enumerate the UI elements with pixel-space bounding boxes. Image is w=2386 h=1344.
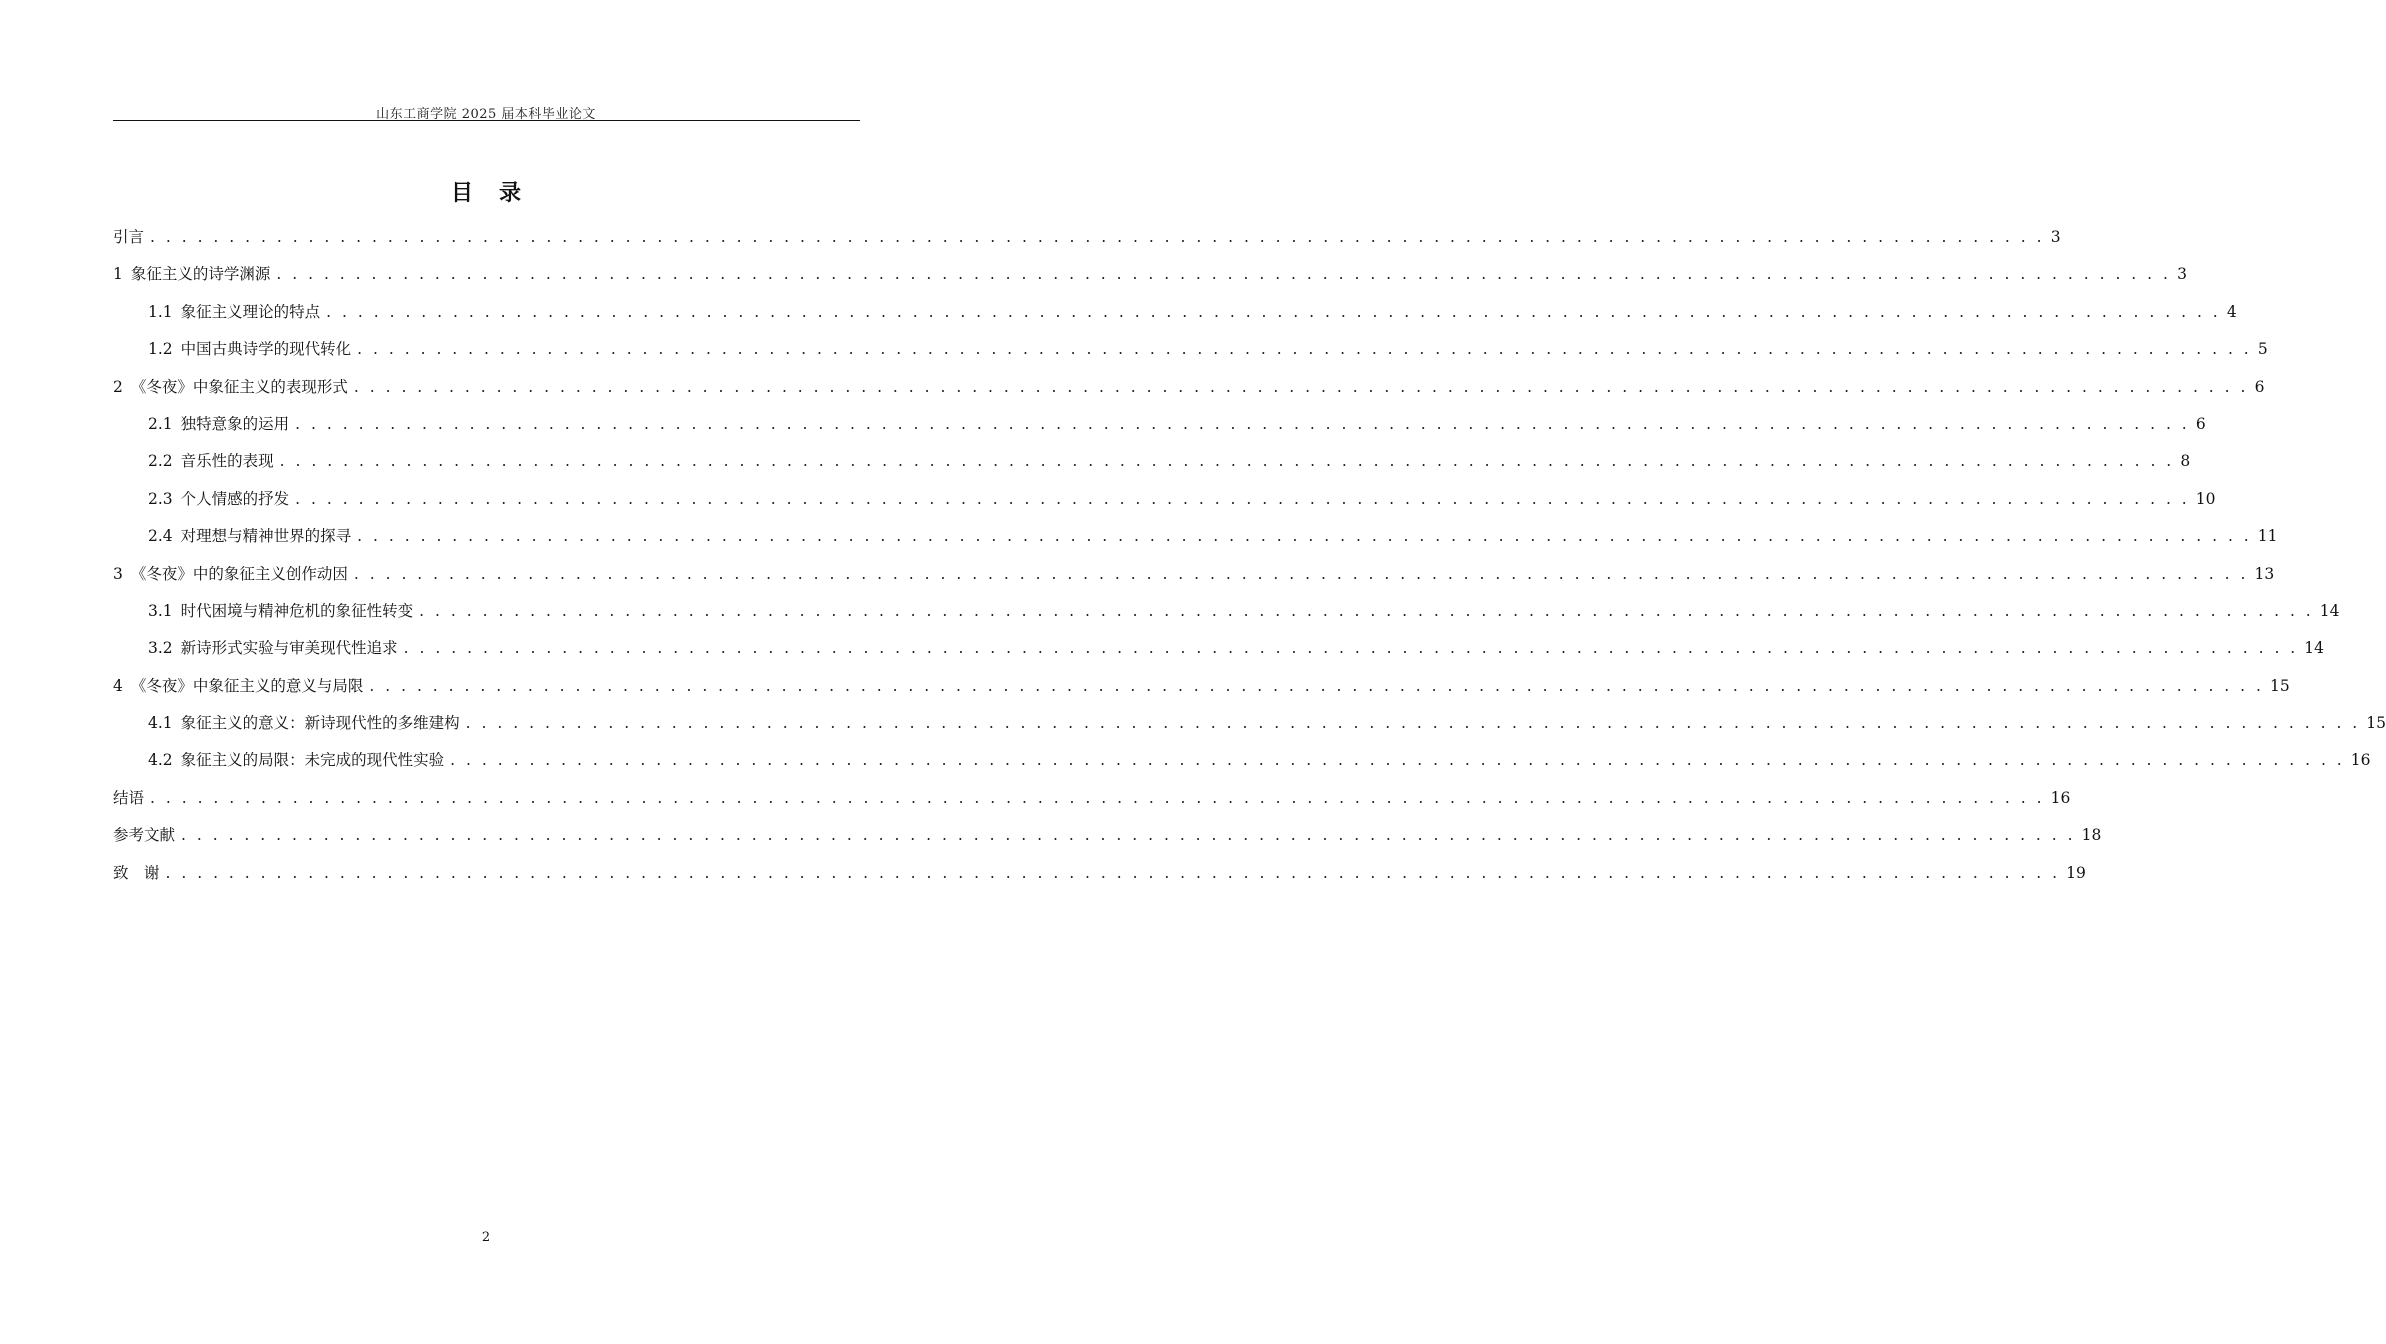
toc-dot-leader: . . . . . . . . . . . . . . . . . . . . . . . . . . . . . . . . . . . . . . . . . . . . . . . . . . . . . . . . . . . . . . . . . . . . . . . . . . . . . . . . . . . . . . . . . . . . . . . . . . . . . . . . . . . . . . . . . . . . . . . . bbox=[279, 452, 2175, 471]
running-header: 山东工商学院 2025 届本科毕业论文 bbox=[376, 107, 596, 122]
toc-entry[interactable] bbox=[113, 860, 2086, 897]
toc-entry-number: 2.4 bbox=[148, 527, 173, 546]
toc-entry-label bbox=[113, 224, 144, 250]
toc-entry[interactable] bbox=[113, 336, 2268, 373]
toc-entry-label bbox=[113, 374, 348, 400]
toc-entry-number: 2.3 bbox=[148, 489, 173, 508]
header-rule bbox=[113, 120, 860, 121]
toc-dot-leader: . . . . . . . . . . . . . . . . . . . . . . . . . . . . . . . . . . . . . . . . . . . . . . . . . . . . . . . . . . . . . . . . . . . . . . . . . . . . . . . . . . . . . . . . . . . . . . . . . . . . . . . . . . . . . . . . . . . . . . . . bbox=[353, 564, 2249, 583]
toc-entry-text: 时代困境与精神危机的象征性转变 bbox=[180, 601, 414, 620]
toc-entry[interactable] bbox=[113, 224, 2061, 261]
toc-entry[interactable] bbox=[113, 561, 2275, 598]
toc-dot-leader: . . . . . . . . . . . . . . . . . . . . . . . . . . . . . . . . . . . . . . . . . . . . . . . . . . . . . . . . . . . . . . . . . . . . . . . . . . . . . . . . . . . . . . . . . . . . . . . . . . . . . . . . . . . . . . . . . . . . . . . . bbox=[357, 527, 2252, 546]
toc-dot-leader: . . . . . . . . . . . . . . . . . . . . . . . . . . . . . . . . . . . . . . . . . . . . . . . . . . . . . . . . . . . . . . . . . . . . . . . . . . . . . . . . . . . . . . . . . . . . . . . . . . . . . . . . . . . . . . . . . . . . . . . . bbox=[403, 639, 2299, 658]
toc-entry-number: 3 bbox=[113, 564, 123, 583]
toc-entry-label bbox=[148, 635, 398, 661]
toc-entry-page: 6 bbox=[2195, 414, 2206, 433]
toc-entry-label bbox=[148, 747, 444, 773]
toc-entry-number: 4.2 bbox=[148, 751, 173, 770]
toc-entry-number: 2 bbox=[113, 377, 123, 396]
toc-entry-number: 2.2 bbox=[148, 452, 173, 471]
toc-entry-number: 1 bbox=[113, 265, 123, 284]
toc-entry[interactable] bbox=[113, 747, 2371, 784]
toc-entry-number: 3.2 bbox=[148, 639, 173, 658]
toc-dot-leader: . . . . . . . . . . . . . . . . . . . . . . . . . . . . . . . . . . . . . . . . . . . . . . . . . . . . . . . . . . . . . . . . . . . . . . . . . . . . . . . . . . . . . . . . . . . . . . . . . . . . . . . . . . . . . . . . . . . . . . . . bbox=[369, 676, 2264, 695]
toc-dot-leader: . . . . . . . . . . . . . . . . . . . . . . . . . . . . . . . . . . . . . . . . . . . . . . . . . . . . . . . . . . . . . . . . . . . . . . . . . . . . . . . . . . . . . . . . . . . . . . . . . . . . . . . . . . . . . . . . . . . . . . . . bbox=[276, 265, 2171, 284]
toc-entry[interactable] bbox=[113, 261, 2187, 298]
toc-entry[interactable] bbox=[113, 785, 2071, 822]
toc-entry-label bbox=[148, 598, 413, 624]
toc-entry-text: 《冬夜》中象征主义的意义与局限 bbox=[130, 676, 364, 695]
toc-entry-page: 13 bbox=[2254, 564, 2275, 583]
toc-entry-text: 象征主义理论的特点 bbox=[180, 302, 321, 321]
toc-entry-page: 5 bbox=[2257, 340, 2268, 359]
toc-entry-text: 音乐性的表现 bbox=[180, 452, 274, 471]
toc-entry-label bbox=[148, 411, 289, 437]
page-number: 2 bbox=[481, 1230, 491, 1245]
toc-entry-label bbox=[113, 822, 175, 848]
toc-entry-label bbox=[148, 299, 320, 325]
toc-entry[interactable] bbox=[113, 598, 2340, 635]
toc-dot-leader: . . . . . . . . . . . . . . . . . . . . . . . . . . . . . . . . . . . . . . . . . . . . . . . . . . . . . . . . . . . . . . . . . . . . . . . . . . . . . . . . . . . . . . . . . . . . . . . . . . . . . . . . . . . . . . . . . . . . . . . . bbox=[165, 863, 2061, 882]
toc-entry-page: 11 bbox=[2257, 527, 2278, 546]
toc-entry-number: 1.2 bbox=[148, 340, 173, 359]
toc-entry-label bbox=[148, 486, 289, 512]
toc-entry-page: 14 bbox=[2319, 601, 2340, 620]
toc-entry-label bbox=[113, 673, 363, 699]
toc-entry[interactable] bbox=[113, 710, 2386, 747]
toc-entry-page: 14 bbox=[2304, 639, 2324, 658]
toc-entry-page: 6 bbox=[2254, 377, 2265, 396]
toc-title bbox=[0, 176, 972, 207]
toc-entry[interactable] bbox=[113, 411, 2206, 448]
toc-entry-label bbox=[148, 710, 460, 736]
toc-entry[interactable] bbox=[113, 448, 2191, 485]
toc-entry-page: 16 bbox=[2050, 788, 2071, 807]
toc-entry-label bbox=[113, 561, 348, 587]
toc-dot-leader: . . . . . . . . . . . . . . . . . . . . . . . . . . . . . . . . . . . . . . . . . . . . . . . . . . . . . . . . . . . . . . . . . . . . . . . . . . . . . . . . . . . . . . . . . . . . . . . . . . . . . . . . . . . . . . . . . . . . . . . . bbox=[150, 228, 2045, 246]
toc-list bbox=[113, 224, 2386, 897]
toc-entry-number: 3.1 bbox=[148, 601, 173, 620]
toc-title-char: 录 bbox=[499, 180, 522, 206]
toc-entry-number: 1.1 bbox=[148, 302, 173, 321]
toc-entry[interactable] bbox=[113, 523, 2278, 560]
toc-dot-leader: . . . . . . . . . . . . . . . . . . . . . . . . . . . . . . . . . . . . . . . . . . . . . . . . . . . . . . . . . . . . . . . . . . . . . . . . . . . . . . . . . . . . . . . . . . . . . . . . . . . . . . . . . . . . . . . . . . . . . . . . bbox=[295, 414, 2190, 433]
toc-entry-page: 3 bbox=[2177, 265, 2187, 284]
toc-dot-leader: . . . . . . . . . . . . . . . . . . . . . . . . . . . . . . . . . . . . . . . . . . . . . . . . . . . . . . . . . . . . . . . . . . . . . . . . . . . . . . . . . . . . . . . . . . . . . . . . . . . . . . . . . . . . . . . . . . . . . . . . bbox=[450, 751, 2345, 770]
toc-dot-leader: . . . . . . . . . . . . . . . . . . . . . . . . . . . . . . . . . . . . . . . . . . . . . . . . . . . . . . . . . . . . . . . . . . . . . . . . . . . . . . . . . . . . . . . . . . . . . . . . . . . . . . . . . . . . . . . . . . . . . . . . bbox=[419, 601, 2314, 620]
toc-entry[interactable] bbox=[113, 299, 2237, 336]
toc-entry-text: 结语 bbox=[113, 788, 145, 807]
toc-entry-label bbox=[148, 523, 351, 549]
toc-entry-label bbox=[113, 860, 160, 886]
toc-entry-page: 3 bbox=[2050, 228, 2061, 246]
toc-entry-page: 16 bbox=[2350, 751, 2371, 770]
toc-entry-text: 中国古典诗学的现代转化 bbox=[180, 340, 352, 359]
toc-dot-leader: . . . . . . . . . . . . . . . . . . . . . . . . . . . . . . . . . . . . . . . . . . . . . . . . . . . . . . . . . . . . . . . . . . . . . . . . . . . . . . . . . . . . . . . . . . . . . . . . . . . . . . . . . . . . . . . . . . . . . . . . bbox=[326, 302, 2221, 321]
toc-entry-text: 独特意象的运用 bbox=[180, 414, 290, 433]
toc-entry-text: 对理想与精神世界的探寻 bbox=[180, 527, 352, 546]
toc-entry-page: 4 bbox=[2226, 302, 2237, 321]
toc-entry-text: 个人情感的抒发 bbox=[180, 489, 290, 508]
toc-entry-text: 象征主义的局限：未完成的现代性实验 bbox=[180, 751, 445, 770]
toc-entry[interactable] bbox=[113, 635, 2324, 672]
toc-entry-label bbox=[148, 336, 351, 362]
toc-dot-leader: . . . . . . . . . . . . . . . . . . . . . . . . . . . . . . . . . . . . . . . . . . . . . . . . . . . . . . . . . . . . . . . . . . . . . . . . . . . . . . . . . . . . . . . . . . . . . . . . . . . . . . . . . . . . . . . . . . . . . . . . bbox=[295, 489, 2190, 508]
toc-dot-leader: . . . . . . . . . . . . . . . . . . . . . . . . . . . . . . . . . . . . . . . . . . . . . . . . . . . . . . . . . . . . . . . . . . . . . . . . . . . . . . . . . . . . . . . . . . . . . . . . . . . . . . . . . . . . . . . . . . . . . . . . bbox=[181, 826, 2076, 845]
toc-dot-leader: . . . . . . . . . . . . . . . . . . . . . . . . . . . . . . . . . . . . . . . . . . . . . . . . . . . . . . . . . . . . . . . . . . . . . . . . . . . . . . . . . . . . . . . . . . . . . . . . . . . . . . . . . . . . . . . . . . . . . . . . bbox=[357, 340, 2252, 359]
toc-entry-text: 致 谢 bbox=[113, 863, 160, 882]
toc-entry[interactable] bbox=[113, 486, 2216, 523]
toc-entry[interactable] bbox=[113, 673, 2290, 710]
toc-entry-page: 8 bbox=[2180, 452, 2191, 471]
toc-entry-label bbox=[113, 261, 270, 287]
toc-entry-number: 4.1 bbox=[148, 714, 173, 733]
toc-entry-text: 象征主义的意义：新诗现代性的多维建构 bbox=[180, 714, 460, 733]
toc-entry[interactable] bbox=[113, 822, 2102, 859]
toc-entry-label bbox=[148, 448, 274, 474]
toc-title-char: 目 bbox=[450, 180, 473, 206]
toc-dot-leader: . . . . . . . . . . . . . . . . . . . . . . . . . . . . . . . . . . . . . . . . . . . . . . . . . . . . . . . . . . . . . . . . . . . . . . . . . . . . . . . . . . . . . . . . . . . . . . . . . . . . . . . . . . . . . . . . . . . . . . . . bbox=[353, 377, 2249, 396]
toc-entry-page: 19 bbox=[2066, 863, 2086, 882]
toc-entry-label bbox=[113, 785, 144, 811]
toc-entry-text: 参考文献 bbox=[113, 826, 176, 845]
toc-entry-text: 《冬夜》中的象征主义创作动因 bbox=[130, 564, 348, 583]
toc-entry-text: 象征主义的诗学渊源 bbox=[130, 265, 271, 284]
toc-entry-page: 18 bbox=[2081, 826, 2102, 845]
toc-entry-page: 15 bbox=[2366, 714, 2386, 733]
toc-entry[interactable] bbox=[113, 374, 2265, 411]
toc-entry-text: 《冬夜》中象征主义的表现形式 bbox=[130, 377, 348, 396]
toc-entry-number: 4 bbox=[113, 676, 123, 695]
toc-entry-page: 15 bbox=[2269, 676, 2290, 695]
toc-dot-leader: . . . . . . . . . . . . . . . . . . . . . . . . . . . . . . . . . . . . . . . . . . . . . . . . . . . . . . . . . . . . . . . . . . . . . . . . . . . . . . . . . . . . . . . . . . . . . . . . . . . . . . . . . . . . . . . . . . . . . . . . bbox=[150, 788, 2045, 807]
toc-entry-text: 新诗形式实验与审美现代性追求 bbox=[180, 639, 398, 658]
toc-entry-page: 10 bbox=[2195, 489, 2216, 508]
toc-entry-number: 2.1 bbox=[148, 414, 173, 433]
toc-entry-text: 引言 bbox=[113, 228, 145, 246]
toc-dot-leader: . . . . . . . . . . . . . . . . . . . . . . . . . . . . . . . . . . . . . . . . . . . . . . . . . . . . . . . . . . . . . . . . . . . . . . . . . . . . . . . . . . . . . . . . . . . . . . . . . . . . . . . . . . . . . . . . . . . . . . . . bbox=[465, 714, 2361, 733]
